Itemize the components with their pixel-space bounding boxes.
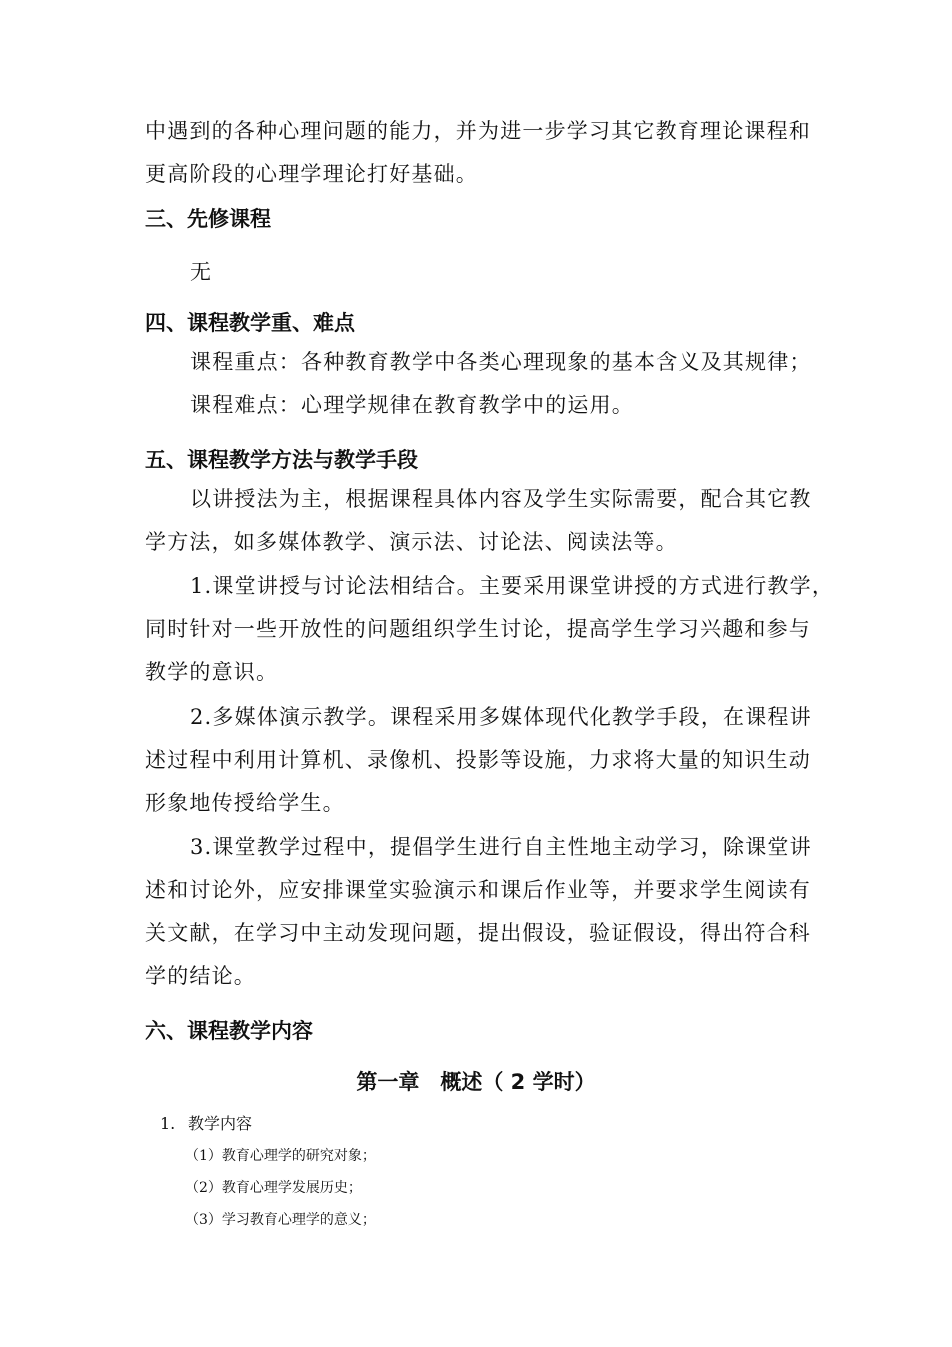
content-item-1: （1）教育心理学的研究对象； xyxy=(185,1148,376,1164)
content-label: 教学内容 xyxy=(188,1114,253,1133)
methods-intro-line-1: 以讲授法为主，根据课程具体内容及学生实际需要，配合其它教 xyxy=(190,487,812,511)
intro-line-2: 更高阶段的心理学理论打好基础。 xyxy=(145,162,478,186)
method-2-line-2: 述过程中利用计算机、录像机、投影等设施，力求将大量的知识生动 xyxy=(145,748,811,772)
content-item-3: （3）学习教育心理学的意义； xyxy=(185,1212,376,1228)
method-3-line-4: 学的结论。 xyxy=(145,964,256,988)
chapter-title: 第一章 概述（ 2 学时） xyxy=(356,1070,596,1094)
difficulties-text: 课程难点：心理学规律在教育教学中的运用。 xyxy=(190,393,634,417)
section-6-heading: 六、课程教学内容 xyxy=(145,1019,313,1043)
content-number: 1. xyxy=(160,1114,176,1133)
method-1-line-1: 1.课堂讲授与讨论法相结合。主要采用课堂讲授的方式进行教学， xyxy=(190,574,835,598)
method-1-line-2: 同时针对一些开放性的问题组织学生讨论，提高学生学习兴趣和参与 xyxy=(145,617,811,641)
key-points-text: 课程重点：各种教育教学中各类心理现象的基本含义及其规律； xyxy=(190,350,812,374)
prerequisite-content: 无 xyxy=(190,260,213,284)
method-2-line-1: 2.多媒体演示教学。课程采用多媒体现代化教学手段，在课程讲 xyxy=(190,705,812,729)
content-item-2: （2）教育心理学发展历史； xyxy=(185,1180,362,1196)
method-3-line-3: 关文献，在学习中主动发现问题，提出假设，验证假设，得出符合科 xyxy=(145,921,811,945)
section-3-heading: 三、先修课程 xyxy=(145,207,271,231)
method-1-line-3: 教学的意识。 xyxy=(145,660,279,684)
methods-intro-line-2: 学方法，如多媒体教学、演示法、讨论法、阅读法等。 xyxy=(145,530,678,554)
section-5-heading: 五、课程教学方法与教学手段 xyxy=(145,448,418,472)
intro-line-1: 中遇到的各种心理问题的能力，并为进一步学习其它教育理论课程和 xyxy=(145,119,811,143)
method-3-line-1: 3.课堂教学过程中，提倡学生进行自主性地主动学习，除课堂讲 xyxy=(190,835,812,859)
section-4-heading: 四、课程教学重、难点 xyxy=(145,311,355,335)
method-2-line-3: 形象地传授给学生。 xyxy=(145,791,345,815)
method-3-line-2: 述和讨论外，应安排课堂实验演示和课后作业等，并要求学生阅读有 xyxy=(145,878,811,902)
